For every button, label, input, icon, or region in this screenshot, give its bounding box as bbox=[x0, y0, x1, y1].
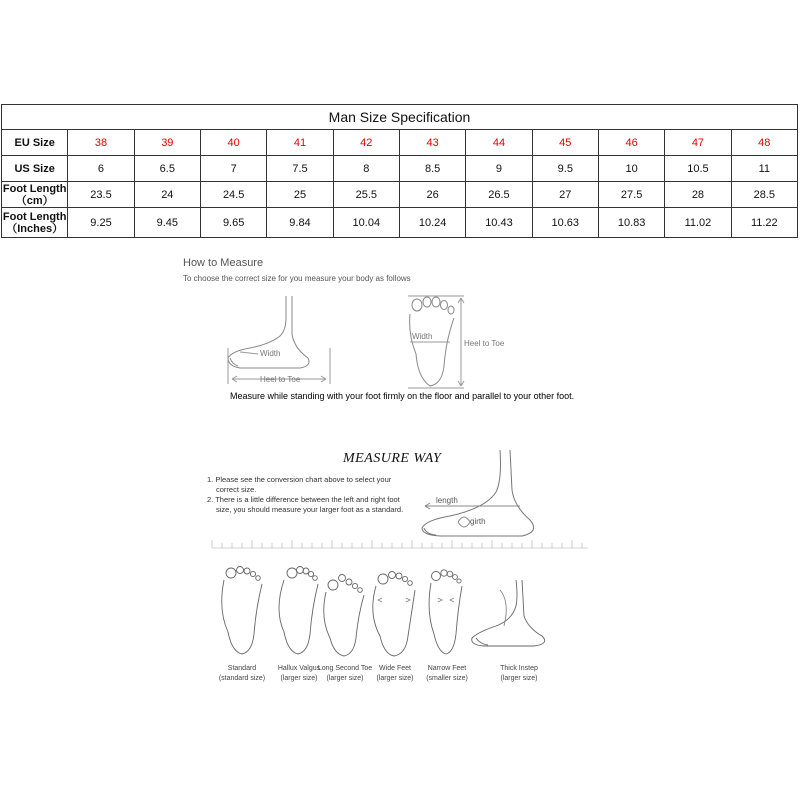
row-label-foot-length-cm bbox=[2, 182, 68, 208]
eu-size-cell: 43 bbox=[399, 130, 465, 156]
us-size-cell: 9.5 bbox=[532, 156, 598, 182]
measure-way-panel bbox=[200, 440, 600, 690]
foot-type-name: Hallux Valgus bbox=[277, 665, 321, 672]
foot-type-name: Standard bbox=[227, 665, 257, 672]
table-row bbox=[2, 156, 798, 182]
top-length-label: Heel to Toe bbox=[464, 339, 505, 348]
us-size-cell: 6 bbox=[68, 156, 134, 182]
girth-label: girth bbox=[470, 517, 486, 526]
inch-length-cell: 11.22 bbox=[731, 208, 797, 238]
table-title-row bbox=[2, 105, 798, 130]
inch-length-cell: 11.02 bbox=[665, 208, 731, 238]
table-row bbox=[2, 208, 798, 238]
row-label-unit: （Inches） bbox=[6, 222, 64, 235]
eu-size-cell: 44 bbox=[466, 130, 532, 156]
cm-length-cell: 25.5 bbox=[333, 182, 399, 208]
length-label: length bbox=[436, 496, 458, 505]
how-to-measure-illustration bbox=[180, 248, 600, 408]
inch-length-cell: 10.04 bbox=[333, 208, 399, 238]
cm-length-cell: 26 bbox=[399, 182, 465, 208]
side-length-label: Heel to Toe bbox=[260, 375, 301, 384]
row-label-line: Foot Length bbox=[2, 182, 67, 195]
size-table bbox=[1, 104, 798, 238]
foot-type-size: (standard size) bbox=[218, 675, 266, 682]
cm-length-cell: 28.5 bbox=[731, 182, 797, 208]
foot-type-size: (smaller size) bbox=[426, 675, 468, 682]
foot-type-size: (larger size) bbox=[326, 675, 364, 682]
side-width-label: Width bbox=[260, 349, 281, 358]
row-label-foot-length-inches bbox=[2, 208, 68, 238]
eu-size-cell: 42 bbox=[333, 130, 399, 156]
us-size-cell: 8.5 bbox=[399, 156, 465, 182]
eu-size-cell: 45 bbox=[532, 130, 598, 156]
eu-size-cell: 39 bbox=[134, 130, 200, 156]
cm-length-cell: 24.5 bbox=[200, 182, 266, 208]
foot-type-name: Long Second Toe bbox=[317, 665, 373, 672]
cm-length-cell: 25 bbox=[267, 182, 333, 208]
side-foot-drawing bbox=[228, 296, 330, 384]
eu-size-cell: 48 bbox=[731, 130, 797, 156]
eu-size-cell: 38 bbox=[68, 130, 134, 156]
cm-length-cell: 23.5 bbox=[68, 182, 134, 208]
foot-hallux-valgus-drawing bbox=[279, 567, 318, 655]
inch-length-cell: 10.24 bbox=[399, 208, 465, 238]
eu-size-cell: 46 bbox=[598, 130, 664, 156]
us-size-cell: 7.5 bbox=[267, 156, 333, 182]
us-size-cell: 10.5 bbox=[665, 156, 731, 182]
table-title: Man Size Specification bbox=[2, 105, 798, 130]
cm-length-cell: 27.5 bbox=[598, 182, 664, 208]
table-row bbox=[2, 130, 798, 156]
inch-length-cell: 9.65 bbox=[200, 208, 266, 238]
inch-length-cell: 10.63 bbox=[532, 208, 598, 238]
us-size-cell: 7 bbox=[200, 156, 266, 182]
foot-type-name: Wide Feet bbox=[379, 665, 411, 672]
inch-length-cell: 10.83 bbox=[598, 208, 664, 238]
foot-type-name: Narrow Feet bbox=[427, 665, 467, 672]
inch-length-cell: 9.25 bbox=[68, 208, 134, 238]
foot-type-size: (larger size) bbox=[376, 675, 414, 682]
inch-length-cell: 10.43 bbox=[466, 208, 532, 238]
how-to-measure-panel bbox=[180, 248, 600, 408]
inch-length-cell: 9.45 bbox=[134, 208, 200, 238]
cm-length-cell: 26.5 bbox=[466, 182, 532, 208]
us-size-cell: 8 bbox=[333, 156, 399, 182]
cm-length-cell: 27 bbox=[532, 182, 598, 208]
how-to-measure-subtitle: To choose the correct size for you measure your body as follows bbox=[183, 274, 411, 283]
eu-size-cell: 41 bbox=[267, 130, 333, 156]
eu-size-cell: 40 bbox=[200, 130, 266, 156]
measure-way-notes bbox=[207, 475, 412, 515]
foot-type-caption bbox=[484, 664, 554, 684]
inch-length-cell: 9.84 bbox=[267, 208, 333, 238]
row-label-unit: （cm） bbox=[15, 194, 54, 207]
foot-wide-feet-drawing bbox=[373, 572, 415, 657]
us-size-cell: 6.5 bbox=[134, 156, 200, 182]
measure-way-title: MEASURE WAY bbox=[343, 451, 442, 466]
top-foot-drawing bbox=[408, 296, 464, 388]
us-size-cell: 9 bbox=[466, 156, 532, 182]
row-label-us: US Size bbox=[2, 156, 68, 182]
foot-type-size: (larger size) bbox=[500, 675, 538, 682]
top-width-label: Width bbox=[412, 332, 433, 341]
foot-type-size: (larger size) bbox=[280, 675, 318, 682]
row-label-eu: EU Size bbox=[2, 130, 68, 156]
ruler bbox=[212, 540, 588, 548]
foot-thick-instep-drawing bbox=[472, 580, 545, 646]
measure-note-2: 2. There is a little difference between the left and right foot size, you should measure your larger foot as a standard. bbox=[207, 495, 404, 514]
foot-type-caption bbox=[412, 664, 482, 684]
cm-length-cell: 24 bbox=[134, 182, 200, 208]
eu-size-cell: 47 bbox=[665, 130, 731, 156]
foot-standard-drawing bbox=[222, 567, 262, 655]
foot-long-second-toe-drawing bbox=[324, 575, 364, 657]
table-row bbox=[2, 182, 798, 208]
row-label-line: Foot Length bbox=[2, 210, 67, 223]
measure-note-1: 1. Please see the conversion chart above to select your correct size. bbox=[207, 475, 392, 494]
cm-length-cell: 28 bbox=[665, 182, 731, 208]
foot-narrow-feet-drawing bbox=[429, 570, 462, 654]
how-to-measure-caption: Measure while standing with your foot firmly on the floor and parallel to your other foot. bbox=[230, 391, 575, 401]
us-size-cell: 10 bbox=[598, 156, 664, 182]
us-size-cell: 11 bbox=[731, 156, 797, 182]
foot-type-name: Thick Instep bbox=[500, 665, 538, 672]
how-to-measure-title: How to Measure bbox=[183, 257, 264, 269]
